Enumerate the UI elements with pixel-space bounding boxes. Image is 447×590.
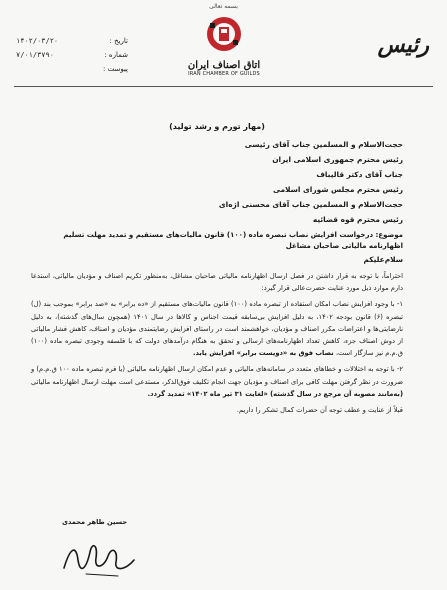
- ref-number-row: [16, 48, 128, 62]
- ref-attachment-row: [16, 62, 128, 76]
- logo-subtitle: IRAN CHAMBER OF GUILDS: [188, 71, 260, 77]
- addressee-5: حجت‌الاسلام و المسلمین جناب آقای محسنی اژه‌ای: [218, 200, 403, 209]
- addressee-4: رئیس محترم مجلس شورای اسلامی: [272, 185, 403, 194]
- item-1-emphasis: نصاب فوق به «دویست برابر» افزایش یابد.: [192, 349, 334, 358]
- letter-body: [31, 122, 403, 420]
- slogan: (مهار تورم و رشد تولید): [169, 122, 265, 131]
- item-1-paragraph: [31, 298, 403, 359]
- item-2-paragraph: [31, 363, 403, 400]
- guilds-logo-icon: [204, 14, 244, 54]
- handwritten-signature-icon: [56, 530, 156, 580]
- closing-line: قبلاً از عنایت و عطف توجه آن حضرات کمال تشکر را داریم.: [236, 406, 403, 415]
- ref-date-label: تاریخ :: [109, 37, 128, 45]
- item-2-emphasis: (به‌مانند مصوبه آن مرجع در سال گذشته) «لغایت ۳۱ تیر ماه ۱۴۰۲» تمدید گردد.: [147, 389, 403, 398]
- salutation: سلام‌علیکم: [363, 255, 403, 264]
- reference-block: [16, 34, 128, 76]
- ref-date-row: [16, 34, 128, 48]
- addressee-2: رئیس محترم جمهوری اسلامی ایران: [272, 155, 403, 164]
- ref-attachment-label: پیوست :: [103, 65, 128, 73]
- logo-name: اتاق اصناف ایران: [187, 60, 261, 71]
- intro-paragraph: احتراماً، با توجه به قرار داشتن در فصل ارسال اظهارنامه مالیاتی صاحبان مشاغل، به‌منظور تکریم اصناف و مؤدیان مالیاتی، استدعا دارم موارد ذیل مورد عنایت حضرت‌عالی قرار گیرد:: [31, 272, 403, 293]
- subject-line: موضوع: درخواست افزایش نصاب تبصره ماده (۱۰۰) قانون مالیات‌های مستقیم و تمدید مهلت تسلیم اظهارنامه مالیاتی صاحبان مشاغل: [63, 231, 403, 250]
- organization-logo: [176, 14, 272, 77]
- item-1-text: ۱- با وجود افزایش نصاب امکان استفاده از تبصره ماده (۱۰۰) قانون مالیات‌های مستقیم از «ده برابر» به «صد برابر» بموجب بند (ل) تبصره (۶) قانون بودجه ۱۴۰۲، به دلیل افزایش بی‌سابقه قیمت اجناس و کالاها در سال ۱۴۰۱ (همچون سال‌های گذشته)، به دلیل نارضایتی‌ها و اعتراضات مکرر اصناف و مؤدیان، خواهشمند است در راستای افزایش رضایتمندی مؤدیان و اصناف، کاهش فشار مالیاتی از دوش اصناف جزء، کاهش تعداد اظهارنامه‌های ارسالی و تحقق به هنگام درآمدهای دولت که با فلسفه وجودی تبصره ماده (۱۰۰) ق.م.م نیز سازگار است،: [31, 300, 404, 358]
- signer-name: حسین طاهر محمدی: [62, 518, 128, 526]
- top-mark: بسمه تعالی: [209, 3, 238, 10]
- addressee-6: رئیس محترم قوه قضائیه: [312, 215, 403, 224]
- header-divider: [14, 86, 433, 87]
- signature-title: رئیس: [377, 32, 429, 58]
- addressee-3: جناب آقای دکتر قالیباف: [316, 170, 403, 179]
- ref-date-value: ۱۴۰۲/۰۳/۲۰: [16, 37, 59, 45]
- ref-number-value: ۷/۰۱/۳۷۹۰: [16, 51, 54, 59]
- ref-number-label: شماره :: [104, 51, 128, 59]
- addressee-1: حجت‌الاسلام و المسلمین جناب آقای رئیسی: [244, 140, 403, 149]
- item-2-text: ۲- با توجه به اختلالات و خطاهای متعدد در سامانه‌های مالیاتی و عدم امکان ارسال اظهارنامه مالیاتی (یا فرم تبصره ماده ۱۰۰ ق.م.م) و ضرورت در نظر گرفتن مهلت کافی برای اصناف و مؤدیان جهت انجام تکلیف فوق‌الذکر، مستدعی است مهلت ارسال اظهارنامه مالیاتی: [31, 365, 403, 386]
